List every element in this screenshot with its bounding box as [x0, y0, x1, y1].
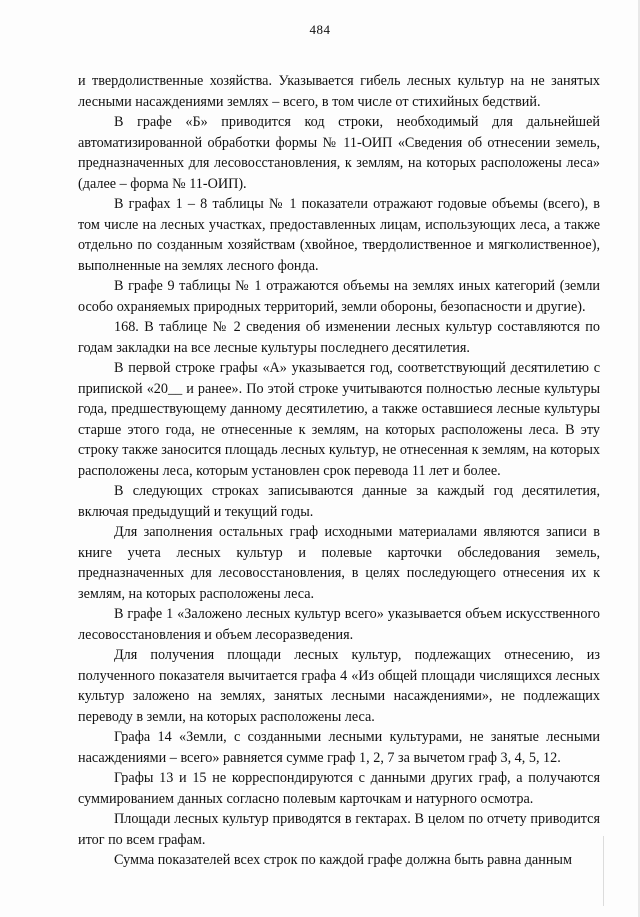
page-number: 484 [309, 22, 331, 37]
paragraph-4: В графе 9 таблицы № 1 отражаются объемы на землях иных категорий (земли особо охраняемых природных территорий, земли обороны, безопасности и другие). [78, 278, 600, 315]
paragraph-10: Для получения площади лесных культур, подлежащих отнесению, из полученного показателя вычитается графа 4 «Из общей площади числящихся лесных культур заложено на землях, занятых лесными насаждениями», не подлежащих переводу в земли, на которых расположены леса. [78, 647, 600, 725]
scan-mark [603, 836, 604, 906]
paragraph-9: В графе 1 «Заложено лесных культур всего» указывается объем искусственного лесовосстановления и объем лесоразведения. [78, 606, 600, 643]
paragraph-6: В первой строке графы «А» указывается год, соответствующий десятилетию с припиской «20__ и ранее». По этой строке учитываются полностью лесные культуры года, предшествующему данному десятилетию, а также оставшиеся лесные культуры старше этого года, не отнесенные к землям, на которых расположены леса. В эту строку также заносится площадь лесных культур, не отнесенная к землям, на которых расположены леса, которым установлен срок перевода 11 лет и более. [78, 360, 600, 479]
body-text [78, 71, 600, 871]
paragraph-14: Сумма показателей всех строк по каждой графе должна быть равна данным [114, 852, 572, 868]
paragraph-2: В графе «Б» приводится код строки, необходимый для дальнейшей автоматизированной обработки формы № 11-ОИП «Сведения об отнесении земель, предназначенных для лесовосстановления, к землям, на которых расположены леса» (далее – форма № 11-ОИП). [78, 114, 600, 192]
paragraph-3: В графах 1 – 8 таблицы № 1 показатели отражают годовые объемы (всего), в том числе на лесных участках, предоставленных лицам, использующих леса, а также отдельно по созданным хозяйствам (хвойное, твердолиственное и мягколиственное), выполненные на землях лесного фонда. [78, 196, 600, 274]
paragraph-13: Площади лесных культур приводятся в гектарах. В целом по отчету приводится итог по всем графам. [78, 811, 600, 848]
paragraph-12: Графы 13 и 15 не корреспондируются с данными других граф, а получаются суммированием данных согласно полевым карточкам и натурного осмотра. [78, 770, 600, 807]
paragraph-11: Графа 14 «Земли, с созданными лесными культурами, не занятые лесными насаждениями – всего» равняется сумме граф 1, 2, 7 за вычетом граф 3, 4, 5, 12. [78, 729, 600, 766]
paragraph-7: В следующих строках записываются данные за каждый год десятилетия, включая предыдущий и текущий годы. [78, 483, 600, 520]
paragraph-8: Для заполнения остальных граф исходными материалами являются записи в книге учета лесных культур и полевые карточки обследования земель, предназначенных для лесовосстановления, в целях последующего отнесения их к землям, на которых расположены леса. [78, 524, 600, 602]
paragraph-1: и твердолиственные хозяйства. Указывается гибель лесных культур на не занятых лесными насаждениями землях – всего, в том числе от стихийных бедствий. [78, 73, 600, 110]
paragraph-5: 168. В таблице № 2 сведения об изменении лесных культур составляются по годам закладки на все лесные культуры последнего десятилетия. [78, 319, 600, 356]
